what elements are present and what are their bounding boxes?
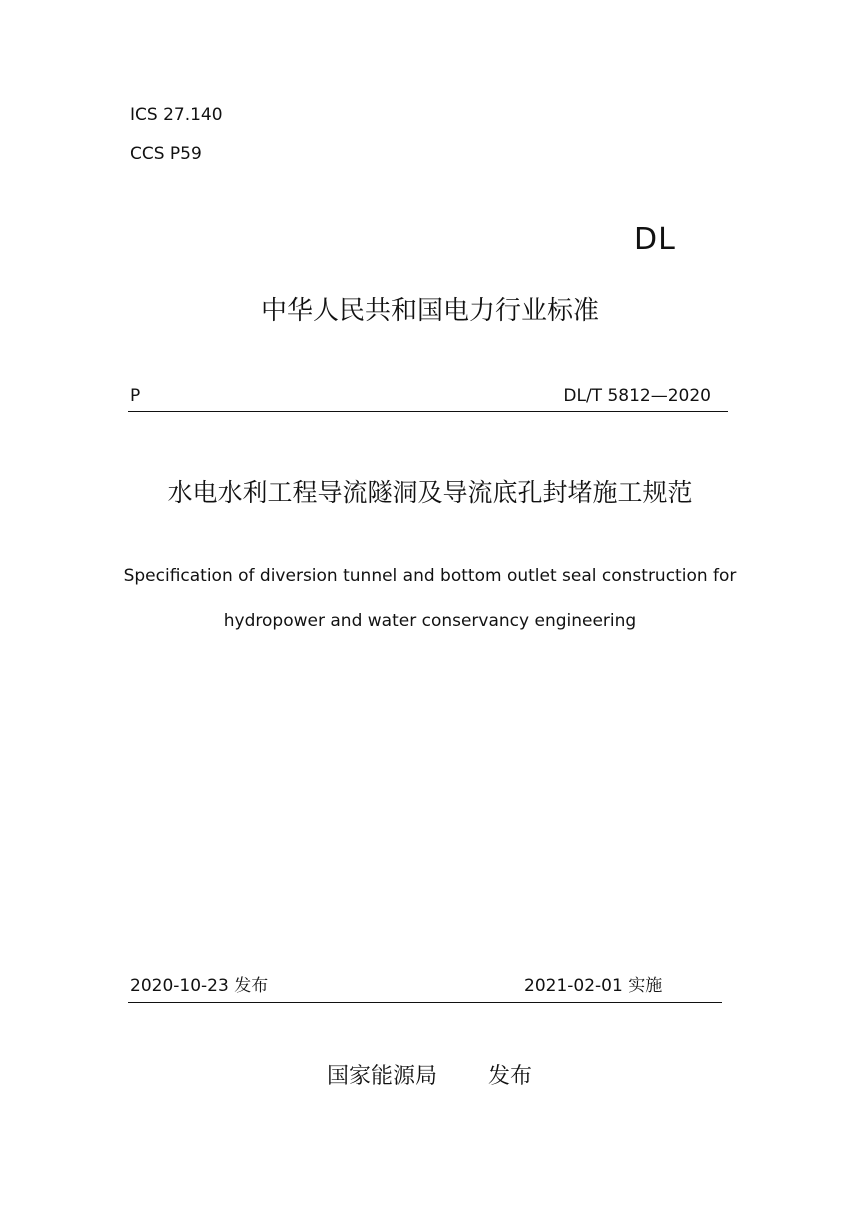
top-divider: [128, 411, 728, 412]
english-title-line-1: Specification of diversion tunnel and bottom outlet seal construction for: [123, 566, 737, 586]
bottom-divider: [128, 1002, 722, 1003]
classification-code: P: [130, 386, 141, 406]
ics-code: ICS 27.140: [130, 105, 223, 125]
issue-action: 发布: [488, 1064, 533, 1089]
dl-mark: DL: [634, 222, 676, 257]
chinese-title: 水电水利工程导流隧洞及导流底孔封堵施工规范: [167, 478, 693, 507]
english-title-line-2: hydropower and water conservancy engineering: [223, 611, 637, 631]
ccs-code: CCS P59: [130, 144, 202, 164]
standard-type-heading: 中华人民共和国电力行业标准: [260, 296, 599, 326]
standard-number: DL/T 5812—2020: [563, 386, 711, 406]
issuing-authority: 国家能源局: [327, 1064, 438, 1089]
implementation-date: 2021-02-01 实施: [524, 976, 663, 996]
issue-date: 2020-10-23 发布: [130, 976, 269, 996]
